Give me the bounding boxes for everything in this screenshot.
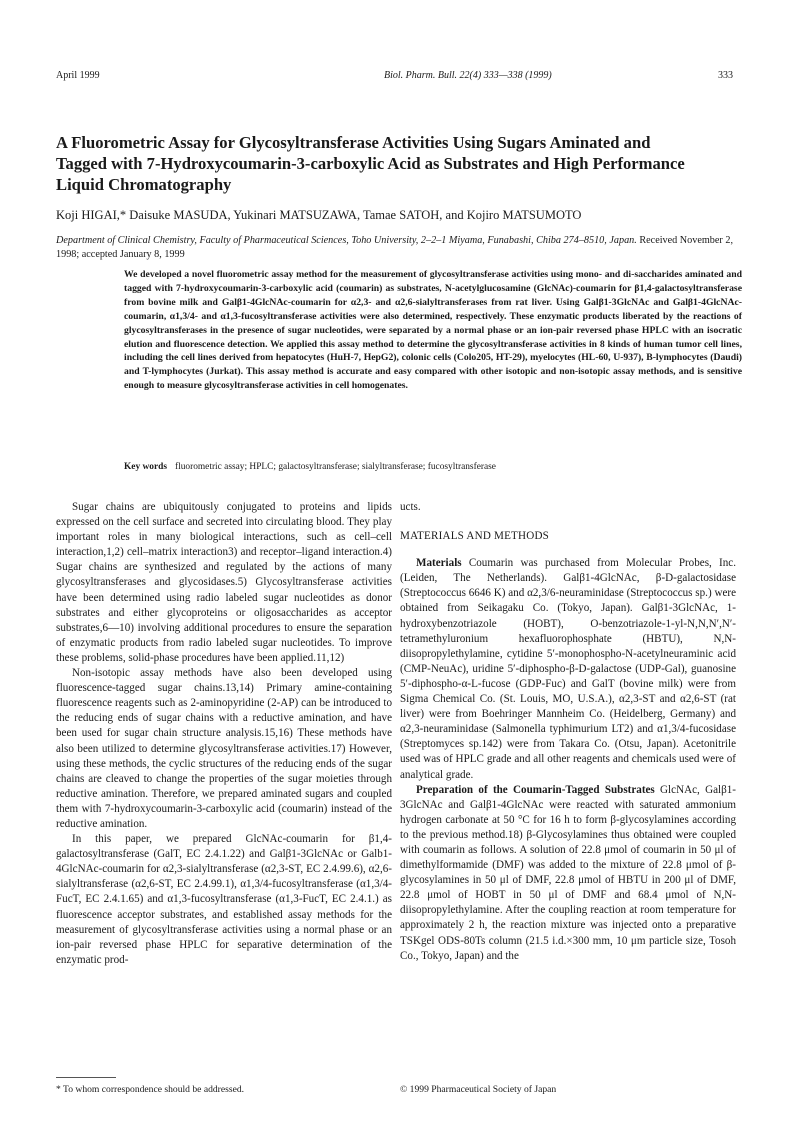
keywords <box>124 462 496 472</box>
materials-paragraph <box>400 556 736 782</box>
article-title: A Fluorometric Assay for Glycosyltransferase Activities Using Sugars Aminated and Tagged with 7-Hydroxycoumarin-3-carboxylic Acid as Substrates and High Performance Liquid Chromatography <box>56 133 685 194</box>
preparation-text: GlcNAc, Galβ1-3GlcNAc and Galβ1-4GlcNAc were reacted with saturated ammonium hydrogen carbonate at 50 °C for 16 h to form β-glycosylamines according to the previous method.18) β-Glycosylamines thus obtained were coupled with coumarin as follows. A solution of 22.8 μmol of coumarin in 50 μl of dimethylformamide (DMF) was added to the mixture of 22.8 μmol of β-glycosylamines in 50 μl of DMF, 22.8 μmol of HBTU in 200 μl of DMF, 22.8 μmol of HOBT in 50 μl of DMF and 68.4 μmol of N,N-diisopropylethylamine. After the coupling reaction at room temperature for approximately 2 h, the reaction mixture was injected onto a preparative TSKgel ODS-80Ts column (21.5 i.d.×300 mm, 10 μm particle size, Tosoh Co., Tokyo, Japan) and the <box>400 783 736 962</box>
header-journal: Biol. Pharm. Bull. 22(4) 333—338 (1999) <box>384 70 552 81</box>
preparation-heading: Preparation of the Coumarin-Tagged Substrates <box>416 783 655 796</box>
keywords-label: Key words <box>124 462 167 472</box>
footnote: * To whom correspondence should be addressed. <box>56 1084 245 1095</box>
section-heading-methods: MATERIALS AND METHODS <box>400 530 550 543</box>
intro-paragraph-2: Non-isotopic assay methods have also been developed using fluorescence-tagged sugar chains.13,14) Primary amine-containing fluorescence reagents such as 2-aminopyridine (2-AP) can be introduced to the reducing ends of sugar chains with a reductive amination, and have been used for sugar chain structure analysis.15,16) These methods have also been utilized to determine glycosyltransferase activities.17) However, using these methods, the cyclic structures of the reducing ends of the sugar chains are cleaved to change the properties of the sugar moieties through reductive amination. Therefore, we prepared aminated sugars and coupled them with 7-hydroxycoumarin-3-carboxylic acid (coumarin) instead of the reductive amination. <box>56 667 392 830</box>
materials-heading: Materials <box>416 557 462 570</box>
preparation-paragraph <box>400 783 736 964</box>
header-page-number: 333 <box>718 70 733 81</box>
intro-paragraph-1: Sugar chains are ubiquitously conjugated to proteins and lipids expressed on the cell surface and secreted into circulating blood. They play important roles in many biological interactions, such as cell–cell interaction,1,2) cell–matrix interaction3) and receptor–ligand interaction.4) Sugar chains are synthesized and regulated by the actions of many glycosyltransferases and glycosidases.5) Glycosyltransferase activities have been determined using radio labeled sugar nucleotides as donor substrates and either glycoproteins or oligosaccharides as acceptor substrates,6—10) involving additional procedures to ensure the separation of enzymatic products from radio labeled sugar nucleotides. To improve these problems, solid-phase procedures have been applied.11,12) <box>56 501 392 664</box>
keywords-text: fluorometric assay; HPLC; galactosyltransferase; sialyltransferase; fucosyltransferase <box>174 462 496 472</box>
header-date: April 1999 <box>56 70 100 81</box>
intro-continuation: ucts. <box>400 501 421 513</box>
affiliation: Department of Clinical Chemistry, Faculty of Pharmaceutical Sciences, Toho University, 2–2–1 Miyama, Funabashi, Chiba 274–8510, Japan. <box>56 235 637 246</box>
left-column <box>56 500 392 968</box>
affiliation-block <box>56 234 746 262</box>
copyright: © 1999 Pharmaceutical Society of Japan <box>400 1084 557 1095</box>
footnote-rule <box>56 1077 116 1078</box>
intro-paragraph-3: In this paper, we prepared GlcNAc-coumarin for β1,4-galactosyltransferase (GalT, EC 2.4.1.22) and Galβ1-3GlcNAc or Galb1-4GlcNAc-coumarin for α2,3-sialyltransferase (α2,3-ST, EC 2.4.99.6), α2,6-sialyltransferase (α2,6-ST, EC 2.4.99.1), α1,3/4-fucosyltransferase (α1,3/4-FucT, EC 2.4.1.65) and α1,3-fucosyltransferase (α1,3-FucT, EC 2.4.1.) as fluorescence acceptor substrates, and established assay methods for the measurement of glycosyltransferase activities using a normal phase or an ion-pair reversed phase HPLC for separative determination of the enzymatic prod- <box>56 833 392 966</box>
received-dates: Received November 2, 1998; accepted January 8, 1999 <box>56 235 733 260</box>
abstract: We developed a novel fluorometric assay method for the measurement of glycosyltransferase activities using mono- and di-saccharides aminated and tagged with 7-hydroxycoumarin-3-carboxylic acid (coumarin) as substrates, N-acetylglucosamine (GlcNAc)-coumarin for β1,4-galactosyltransferase from bovine milk and Galβ1-4GlcNAc-coumarin for α2,3- and α2,6-sialyltransferases from rat liver. Using Galβ1-3GlcNAc and Galβ1-4GlcNAc-coumarin, α1,3/4- and α1,3-fucosyltransferase activities were also determined, respectively. These enzymatic products liberated by the reactions of glycosyltransferases in the presence of sugar nucleotides, were separated by a normal phase or an ion-pair reversed phase HPLC with an isocratic elution and fluorescence detection. We applied this assay method to determine the glycosyltransferase activities in 8 kinds of human tumor cell lines, including the cell lines derived from hepatocytes (HuH-7, HepG2), colonic cells (Colo205, HT-29), myelocytes (HL-60, U-937), B-lymphocytes (Daudi) and T-lymphocytes (Jurkat). This assay method is accurate and easy compared with other isotopic and non-isotopic assay methods, and is sensitive enough to measure glycosyltransferase activities in cell homogenates. <box>124 269 742 392</box>
right-column <box>400 500 736 964</box>
author-list: Koji HIGAI,* Daisuke MASUDA, Yukinari MATSUZAWA, Tamae SATOH, and Kojiro MATSUMOTO <box>56 208 582 222</box>
materials-text: Coumarin was purchased from Molecular Probes, Inc. (Leiden, The Netherlands). Galβ1-4GlcNAc, β-D-galactosidase (Streptococcus 6646 K) and α2,3/6-neuraminidase (Streptococcus sp.) were obtained from Seikagaku Co. (Tokyo, Japan). Galβ1-3GlcNAc, 1-hydroxybenzotriazole (HOBT), O-benzotriazole-1-yl-N,N,N′,N′-tetramethyluronium hexafluorophosphate (HBTU), N,N-diisopropylethylamine, cytidine 5′-monophospho-N-acetylneuraminic acid (CMP-NeuAc), uridine 5′-diphospho-β-D-galactose (UDP-Gal), guanosine 5′-diphospho-α-L-fucose (GDP-Fuc) and GalT (bovine milk) were from Sigma Chemical Co. (St. Louis, MO, U.S.A.), α2,3-ST and α2,6-ST (rat liver) were from Boehringer Mannheim Co. (Heidelberg, Germany) and α2,3-neuraminidase (Salmonella typhimurium LT2) and α1,3/4-fucosidase (Streptomyces sp.142) were from Takara Co. (Otsu, Japan). Acetonitrile used was of HPLC grade and all other reagents and chemicals used were of analytical grade. <box>400 557 736 781</box>
